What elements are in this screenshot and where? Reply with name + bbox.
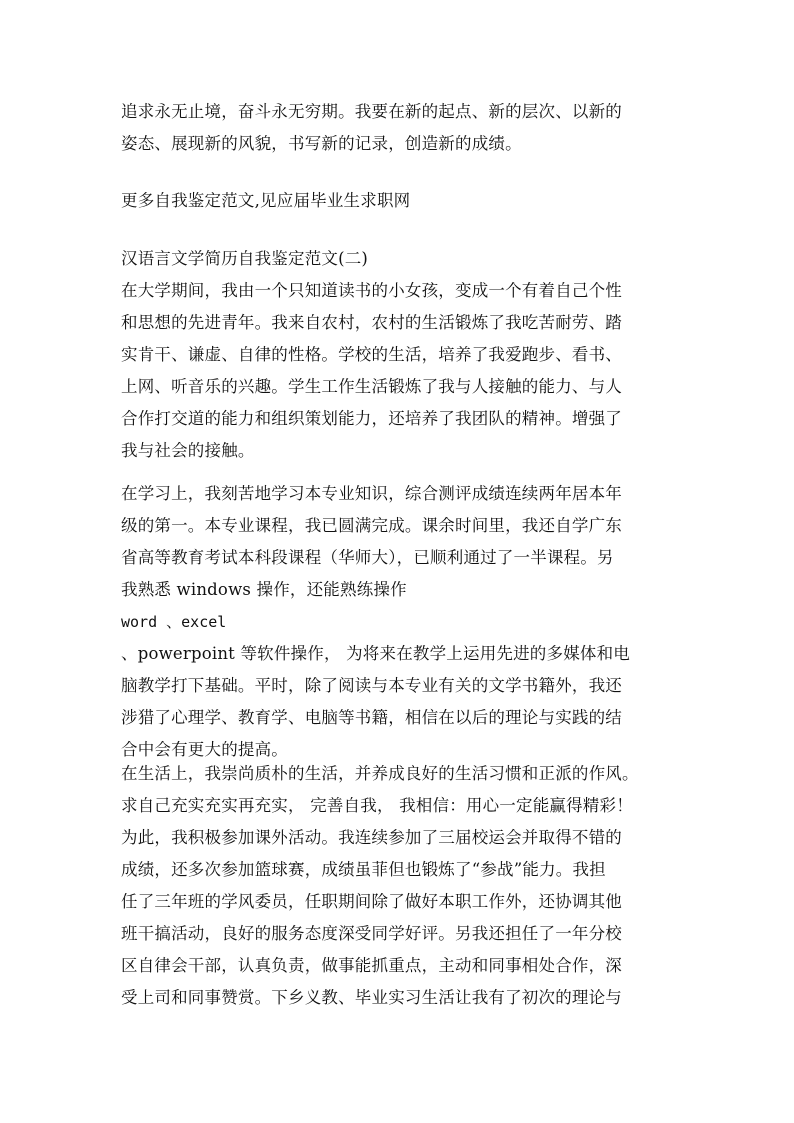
text-line: 我熟悉 windows 操作，还能熟练操作 (121, 580, 407, 599)
text-line: 求自己充实充实再充实， 完善自我， 我相信：用心一定能赢得精彩！ (121, 796, 633, 815)
text-line: 区自律会干部，认真负责，做事能抓重点，主动和同事相处合作，深 (121, 956, 622, 975)
text-line: 上网、听音乐的兴趣。学生工作生活锻炼了我与人接触的能力、与人 (121, 377, 622, 396)
text-line: 班干搞活动，良好的服务态度深受同学好评。另我还担任了一年分校 (121, 924, 622, 943)
text-line: 实肯干、谦虚、自律的性格。学校的生活，培养了我爱跑步、看书、 (121, 345, 622, 364)
text-line: 任了三年班的学风委员，任职期间除了做好本职工作外，还协调其他 (121, 892, 622, 911)
text-line: 级的第一。本专业课程，我已圆满完成。课余时间里，我还自学广东 (121, 516, 622, 535)
text-line: 在生活上，我崇尚质朴的生活，并养成良好的生活习惯和正派的作风。 (121, 764, 639, 783)
paragraph-conclusion (121, 96, 681, 160)
text-line: 和思想的先进青年。我来自农村，农村的生活锻炼了我吃苦耐劳、踏 (121, 313, 622, 332)
text-line: 涉猎了心理学、教育学、电脑等书籍，相信在以后的理论与实践的结 (121, 708, 622, 727)
text-line: 在大学期间，我由一个只知道读书的小女孩，变成一个有着自己个性 (121, 281, 622, 300)
paragraph-life (121, 758, 681, 1014)
text-line: 为此，我积极参加课外活动。我连续参加了三届校运会并取得不错的 (121, 828, 622, 847)
section-heading: 汉语言文学简历自我鉴定范文(二) (121, 249, 369, 268)
text-line: 省高等教育考试本科段课程（华师大），已顺利通过了一半课程。另 (121, 548, 614, 567)
text-line: 我与社会的接触。 (121, 441, 255, 460)
section-two (121, 243, 681, 467)
text-line: 受上司和同事赞赏。下乡义教、毕业实习生活让我有了初次的理论与 (121, 988, 622, 1007)
text-line: 追求永无止境，奋斗永无穷期。我要在新的起点、新的层次、以新的 (121, 102, 622, 121)
text-line: 合作打交道的能力和组织策划能力，还培养了我团队的精神。增强了 (121, 409, 622, 428)
text-line: 合中会有更大的提高。 (121, 740, 288, 759)
paragraph-study (121, 478, 681, 766)
more-samples-note (121, 185, 681, 217)
text-line: word 、excel (121, 613, 227, 631)
text-line: 在学习上，我刻苦地学习本专业知识，综合测评成绩连续两年居本年 (121, 484, 622, 503)
text-line: 脑教学打下基础。平时，除了阅读与本专业有关的文学书籍外，我还 (121, 676, 622, 695)
more-samples-text: 更多自我鉴定范文,见应届毕业生求职网 (121, 191, 411, 210)
text-line: 、powerpoint 等软件操作， 为将来在教学上运用先进的多媒体和电 (121, 644, 630, 663)
text-line: 姿态、展现新的风貌，书写新的记录，创造新的成绩。 (121, 134, 522, 153)
text-line: 成绩，还多次参加篮球赛，成绩虽菲但也锻炼了“参战”能力。我担 (121, 860, 606, 879)
